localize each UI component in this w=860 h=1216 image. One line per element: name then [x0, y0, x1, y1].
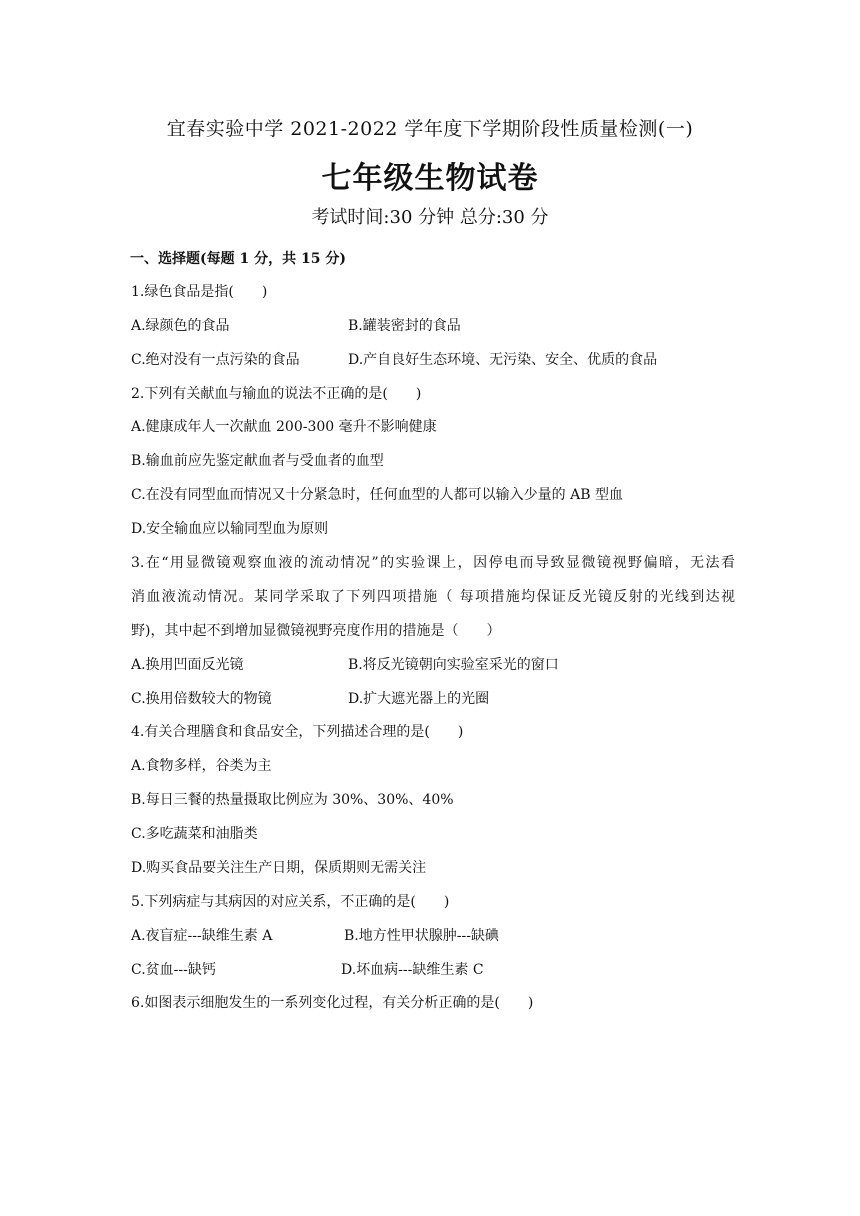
question-4-option-c: C.多吃蔬菜和油脂类	[131, 826, 258, 842]
question-3-option-c: C.换用倍数较大的物镜	[131, 691, 272, 707]
question-2-stem: 2.下列有关献血与输血的说法不正确的是( )	[131, 386, 422, 402]
question-3-option-d: D.扩大遮光器上的光圈	[348, 691, 490, 707]
question-2-option-a: A.健康成年人一次献血 200-300 毫升不影响健康	[131, 419, 437, 435]
question-3-stem-line-1: 3.在“用显微镜观察血液的流动情况”的实验课上，因停电而导致显微镜视野偏暗，无法看	[131, 555, 735, 571]
question-3-stem-line-3: 野)，其中起不到增加显微镜视野亮度作用的措施是（ ）	[131, 623, 501, 639]
question-3-stem-line-2: 消血液流动情况。某同学采取了下列四项措施（ 每项措施均保证反光镜反射的光线到达视	[131, 589, 735, 605]
question-1-option-b: B.罐装密封的食品	[348, 318, 461, 334]
question-2-option-c: C.在没有同型血而情况又十分紧急时，任何血型的人都可以输入少量的 AB 型血	[131, 487, 623, 503]
exam-meta: 考试时间:30 分钟 总分:30 分	[311, 207, 549, 228]
question-5-option-b: B.地方性甲状腺肿---缺碘	[344, 928, 499, 944]
question-4-stem: 4.有关合理膳食和食品安全，下列描述合理的是( )	[131, 724, 464, 740]
question-4-option-a: A.食物多样，谷类为主	[131, 758, 272, 774]
question-3-option-b: B.将反光镜朝向实验室采光的窗口	[348, 657, 559, 673]
question-1-stem: 1.绿色食品是指( )	[131, 284, 268, 300]
question-1-option-a: A.绿颜色的食品	[131, 318, 230, 334]
question-5-stem: 5.下列病症与其病因的对应关系，不正确的是( )	[131, 894, 450, 910]
page-title: 七年级生物试卷	[321, 161, 539, 196]
question-3-option-a: A.换用凹面反光镜	[131, 657, 244, 673]
question-2-option-d: D.安全输血应以输同型血为原则	[131, 521, 329, 537]
question-5-option-c: C.贫血---缺钙	[131, 962, 216, 978]
question-1-option-c: C.绝对没有一点污染的食品	[131, 352, 300, 368]
question-6-stem: 6.如图表示细胞发生的一系列变化过程，有关分析正确的是( )	[131, 995, 534, 1011]
question-4-option-b: B.每日三餐的热量摄取比例应为 30%、30%、40%	[131, 792, 454, 808]
question-5-option-a: A.夜盲症---缺维生素 A	[131, 928, 273, 944]
question-5-option-d: D.坏血病---缺维生素 C	[341, 962, 484, 978]
section-heading: 一、选择题(每题 1 分，共 15 分)	[130, 251, 346, 267]
question-4-option-d: D.购买食品要关注生产日期，保质期则无需关注	[131, 860, 427, 876]
school-exam-line: 宜春实验中学 2021-2022 学年度下学期阶段性质量检测(一)	[166, 118, 694, 140]
question-2-option-b: B.输血前应先鉴定献血者与受血者的血型	[131, 453, 384, 469]
question-1-option-d: D.产自良好生态环境、无污染、安全、优质的食品	[348, 352, 658, 368]
